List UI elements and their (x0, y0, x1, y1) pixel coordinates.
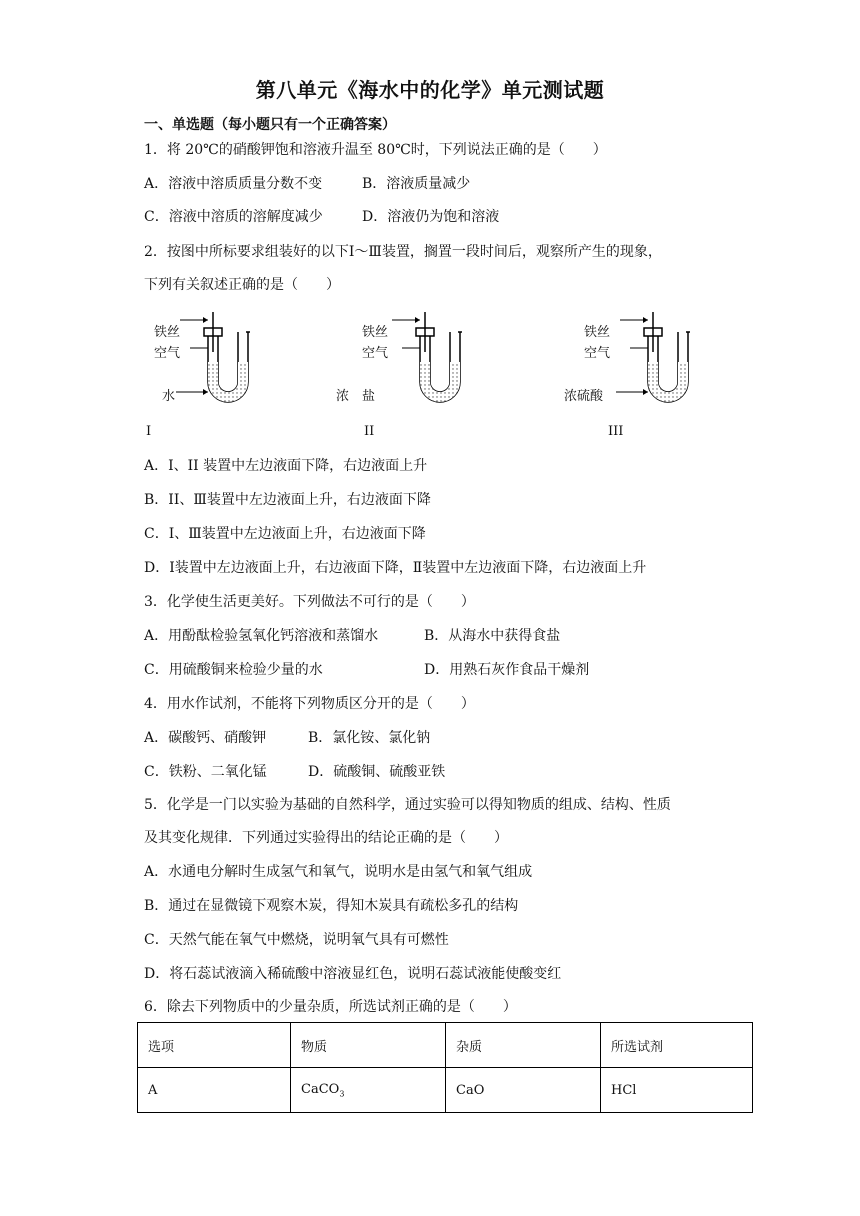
apparatus-label-3: III (608, 424, 624, 439)
label-iron-wire-3: 铁丝 (584, 325, 611, 340)
apparatus-2 (392, 312, 462, 402)
label-conc-salt: 浓 盐 (336, 389, 376, 404)
header-impurity: 杂质 (446, 1023, 601, 1068)
q3-option-a: A．用酚酞检验氢氧化钙溶液和蒸馏水 (144, 628, 379, 644)
header-substance: 物质 (291, 1023, 446, 1068)
q5-option-b: B．通过在显微镜下观察木炭，得知木炭具有疏松多孔的结构 (144, 898, 519, 914)
q5-option-d: D．将石蕊试液滴入稀硫酸中溶液显红色，说明石蕊试液能使酸变红 (144, 966, 562, 982)
q4-stem: 4．用水作试剂，不能将下列物质区分开的是（ ） (144, 696, 475, 712)
u-tube-diagram (140, 312, 760, 442)
header-reagent: 所选试剂 (601, 1023, 753, 1068)
q6-table (137, 1022, 753, 1113)
section-heading: 一、单选题（每小题只有一个正确答案） (144, 117, 396, 133)
q1-stem: 1．将 20℃的硝酸钾饱和溶液升温至 80℃时，下列说法正确的是（ ） (144, 142, 607, 158)
q4-option-d: D．硫酸铜、硫酸亚铁 (308, 764, 446, 780)
q1-option-d: D．溶液仍为饱和溶液 (362, 209, 500, 225)
label-water: 水 (162, 389, 176, 404)
cell-reagent: HCl (601, 1068, 753, 1113)
q5-option-c: C．天然气能在氧气中燃烧，说明氧气具有可燃性 (144, 932, 449, 948)
label-air-2: 空气 (362, 346, 389, 361)
q3-option-d: D．用熟石灰作食品干燥剂 (424, 662, 590, 678)
substance-subscript: 3 (339, 1089, 345, 1099)
q1-option-c: C．溶液中溶质的溶解度减少 (144, 209, 323, 225)
q3-option-b: B．从海水中获得食盐 (424, 628, 561, 644)
q1-option-a: A．溶液中溶质质量分数不变 (144, 176, 323, 192)
cell-impurity: CaO (446, 1068, 601, 1113)
substance-formula: CaCO (301, 1081, 340, 1097)
label-air-3: 空气 (584, 346, 611, 361)
q3-stem: 3．化学使生活更美好。下列做法不可行的是（ ） (144, 594, 475, 610)
apparatus-label-2: II (364, 424, 375, 439)
cell-substance (291, 1068, 446, 1113)
q2-option-d: D．Ⅰ装置中左边液面上升，右边液面下降，Ⅱ装置中左边液面下降，右边液面上升 (144, 560, 647, 576)
apparatus-label-1: I (146, 424, 152, 439)
q5-stem-line2: 及其变化规律．下列通过实验得出的结论正确的是（ ） (144, 830, 508, 846)
header-option: 选项 (138, 1023, 291, 1068)
q4-option-a: A．碳酸钙、硝酸钾 (144, 730, 267, 746)
q5-option-a: A．水通电分解时生成氢气和氧气，说明水是由氢气和氧气组成 (144, 864, 533, 880)
q2-stem-line2: 下列有关叙述正确的是（ ） (144, 277, 340, 293)
label-iron-wire-2: 铁丝 (362, 325, 389, 340)
u-tube-figure (140, 312, 760, 442)
q2-option-c: C．Ⅰ、Ⅲ装置中左边液面上升，右边液面下降 (144, 526, 426, 542)
q4-option-b: B．氯化铵、氯化钠 (308, 730, 431, 746)
label-conc-sulfuric-acid: 浓硫酸 (564, 389, 604, 404)
q6-stem: 6．除去下列物质中的少量杂质，所选试剂正确的是（ ） (144, 999, 517, 1015)
q5-stem-line1: 5．化学是一门以实验为基础的自然科学，通过实验可以得知物质的组成、结构、性质 (144, 797, 671, 813)
q2-option-a: A．Ⅰ、II 装置中左边液面下降，右边液面上升 (144, 458, 428, 474)
table-header-row (138, 1023, 753, 1068)
apparatus-3 (616, 312, 690, 402)
q4-option-c: C．铁粉、二氧化锰 (144, 764, 267, 780)
q1-option-b: B．溶液质量减少 (362, 176, 471, 192)
q2-option-b: B．II、Ⅲ装置中左边液面上升，右边液面下降 (144, 492, 431, 508)
label-air-1: 空气 (154, 346, 181, 361)
apparatus-1 (176, 312, 250, 402)
table-row (138, 1068, 753, 1113)
q2-stem-line1: 2．按图中所标要求组装好的以下Ⅰ～Ⅲ装置，搁置一段时间后，观察所产生的现象， (144, 244, 662, 260)
label-iron-wire-1: 铁丝 (154, 325, 181, 340)
page-title: 第八单元《海水中的化学》单元测试题 (255, 78, 605, 102)
q3-option-c: C．用硫酸铜来检验少量的水 (144, 662, 323, 678)
cell-option: A (138, 1068, 291, 1113)
